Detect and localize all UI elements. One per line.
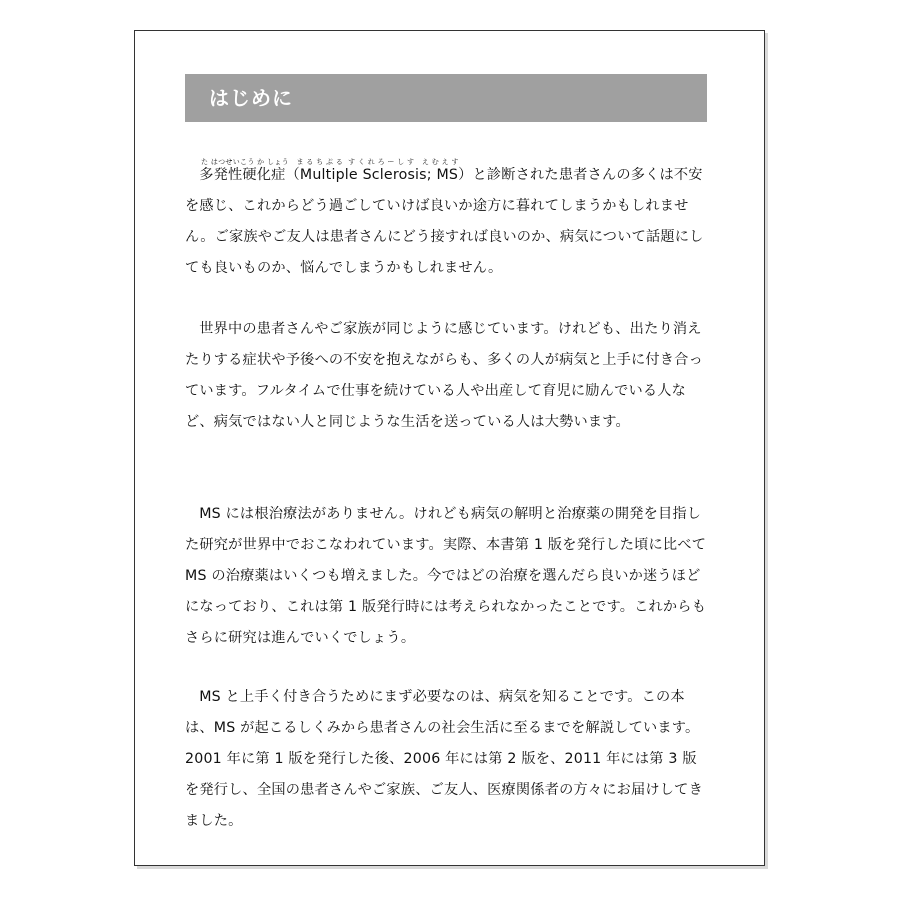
paragraph-1: 多発性硬化症（Multiple Sclerosis; MS）と診断された患者さんの多くは不安を感じ、これからどう過ごしていけば良いか途方に暮れてしまうかもしれません。ご家族やご友人は患者さんにどう接すれば良いのか、病気について話題にしても良いものか、悩んでしまうかもしれません。 [185,167,704,276]
furigana-reading: た はつせいこう か しょう ま る ち ぷ る す く れ ろ ー し す え む え す [201,158,459,166]
document-page [134,30,765,866]
paragraph-3: MS には根治療法がありません。けれども病気の解明と治療薬の開発を目指した研究が世界中でおこなわれています。実際、本書第 1 版を発行した頃に比べて MS の治療薬はいくつも増えました。今ではどの治療を選んだら良いか迷うほどになっており、これは第 1 版発行時には考えられなかったことです。これからもさらに研究は進んでいくでしょう。 [185,506,707,646]
section-heading-bar [185,74,707,122]
section-heading: はじめに [209,86,293,110]
paragraph-2: 世界中の患者さんやご家族が同じように感じています。けれども、出たり消えたりする症状や予後への不安を抱えながらも、多くの人が病気と上手に付き合っています。フルタイムで仕事を続けている人や出産して育児に励んでいる人など、病気ではない人と同じような生活を送っている人は大勢います。 [185,321,703,430]
paragraph-4: MS と上手く付き合うためにまず必要なのは、病気を知ることです。この本は、MS が起こるしくみから患者さんの社会生活に至るまでを解説しています。2001 年に第 1 版を発行した後、2006 年には第 2 版を、2011 年には第 3 版を発行し、全国の患者さんやご家族、ご友人、医療関係者の方々にお届けしてきました。 [185,689,703,829]
